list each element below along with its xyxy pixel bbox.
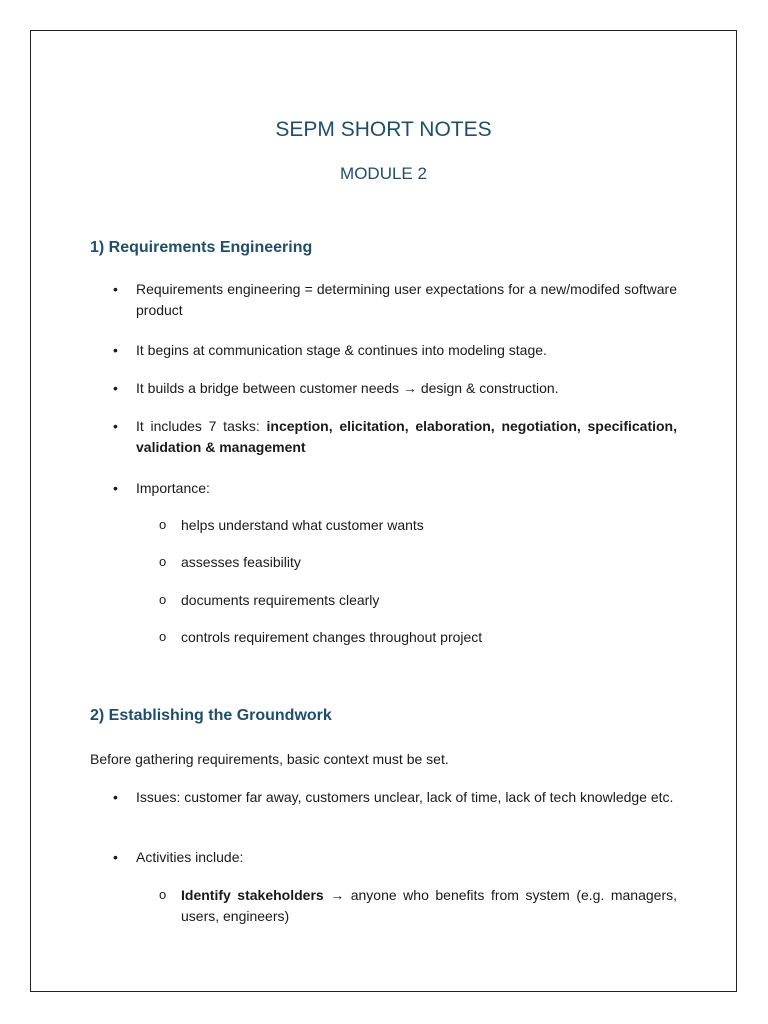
list-item: • It begins at communication stage & continues into modeling stage. [136, 340, 677, 361]
sub-list-item: o assesses feasibility [181, 552, 677, 573]
list-item: • It builds a bridge between customer needs → design & construction. [136, 378, 677, 399]
activity-description: → anyone who benefits from system (e.g. managers, users, engineers) [181, 887, 678, 924]
sub-list-item: o documents requirements clearly [181, 590, 677, 611]
list-item: • Issues: customer far away, customers unclear, lack of time, lack of tech knowledge etc. [136, 787, 677, 808]
list-item: • Activities include: [136, 847, 677, 868]
list-item-importance: • Importance: [136, 478, 677, 499]
section-heading-requirements-engineering: 1) Requirements Engineering [90, 239, 313, 256]
tasks-list: inception, elicitation, elaboration, negotiation, specification, validation & management [136, 418, 677, 455]
document-title: SEPM SHORT NOTES [275, 118, 492, 141]
activity-label: Identify stakeholders [181, 887, 324, 903]
sub-list-item: o controls requirement changes throughout project [181, 627, 677, 648]
tasks-prefix: It includes 7 tasks: [136, 418, 267, 434]
list-item: • Requirements engineering = determining user expectations for a new/modifed software product [136, 279, 677, 321]
list-item-tasks [136, 416, 677, 458]
section-heading-groundwork: 2) Establishing the Groundwork [90, 707, 332, 724]
sub-list-item: o helps understand what customer wants [181, 515, 677, 536]
section-intro: Before gathering requirements, basic context must be set. [90, 751, 449, 767]
document-subtitle: MODULE 2 [340, 164, 427, 183]
sub-list-item-stakeholders [181, 885, 677, 927]
